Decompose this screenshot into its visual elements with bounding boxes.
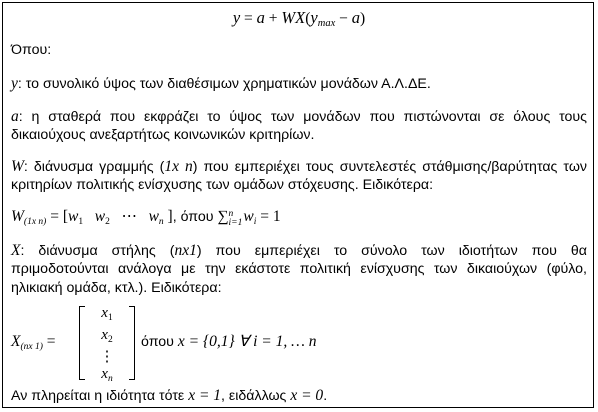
x-vector-left-bracket bbox=[79, 306, 85, 380]
symbol-x: X bbox=[11, 242, 21, 259]
x-entry-1-sub: 1 bbox=[107, 313, 113, 323]
formula-y: y bbox=[232, 8, 241, 27]
x-vector-entry-dots bbox=[86, 349, 128, 366]
w-eq-sub: (1x n) bbox=[23, 217, 47, 227]
x-vector-right-bracket bbox=[129, 306, 135, 380]
formula-box bbox=[2, 2, 594, 408]
x-eq-eq: = bbox=[42, 333, 56, 350]
x-eq-base: X bbox=[11, 333, 21, 350]
w-eq-sum-limits bbox=[229, 210, 243, 228]
symbol-y: y bbox=[11, 75, 18, 92]
symbol-w: W bbox=[11, 158, 24, 175]
definition-w-text1b: ) που εμπεριέχει τους συντελεστές στάθμισης/βαρύτητας των bbox=[192, 159, 587, 175]
w-eq-base: W bbox=[11, 208, 24, 225]
final-eq2: x = 0 bbox=[290, 387, 324, 404]
x-entry-2: x bbox=[101, 327, 108, 343]
formula-a2: a bbox=[351, 8, 360, 27]
definition-y-text: : το συνολικό ύψος των διαθέσιμων χρηματικών μονάδων Α.Λ.ΔΕ. bbox=[17, 76, 431, 92]
formula-ymax-sub: max bbox=[317, 18, 336, 29]
x-eq-lhs bbox=[11, 333, 56, 356]
formula-a: a bbox=[256, 8, 265, 27]
formula-plus: + bbox=[264, 10, 282, 27]
formula-wx: WX bbox=[281, 8, 306, 27]
w-eq-w2: w bbox=[94, 208, 106, 225]
final-text-b: , ειδάλλως bbox=[221, 388, 291, 404]
w-eq-sum: ∑ bbox=[217, 208, 229, 225]
w-eq-close: ] bbox=[163, 208, 173, 225]
definition-a-line1 bbox=[11, 108, 587, 126]
definition-x-text1a: : διάνυσμα στήλης ( bbox=[20, 243, 175, 259]
w-eq-dots: ⋯ bbox=[121, 208, 137, 225]
w-eq-opou: , όπου bbox=[172, 209, 218, 225]
x-entry-dots: ⋮ bbox=[99, 349, 115, 365]
definition-a-line2: δικαιούχους ανεξαρτήτως κοινωνικών κριτηρίων. bbox=[11, 127, 315, 143]
x-eq-cond: x = {0,1} ∀ i = 1, … n bbox=[177, 333, 317, 350]
x-vector-entry-1 bbox=[86, 305, 128, 327]
w-eq-wi-sub: i bbox=[253, 217, 257, 227]
final-eq1: x = 1 bbox=[188, 387, 222, 404]
w-eq-wn-sub: n bbox=[158, 217, 164, 227]
definition-w-text1a: : διάνυσμα γραμμής ( bbox=[23, 159, 165, 175]
w-eq-w2-sub: 2 bbox=[105, 217, 110, 227]
w-eq-sum-top: n bbox=[228, 209, 234, 219]
where-heading: Όπου: bbox=[11, 42, 52, 58]
definition-x-dim: nx1 bbox=[174, 242, 197, 259]
w-eq-wi: w bbox=[243, 208, 254, 225]
definition-y bbox=[11, 75, 431, 93]
definition-x-line3: ηλικιακή ομάδα, κτλ.). Ειδικότερα: bbox=[11, 280, 222, 296]
w-eq-w1-sub: 1 bbox=[78, 217, 84, 227]
w-eq-wn: w bbox=[148, 208, 159, 225]
formula-open: ( bbox=[305, 10, 311, 27]
x-eq-sub: (nx 1) bbox=[20, 342, 43, 352]
x-entry-2-sub: 2 bbox=[107, 335, 113, 345]
x-entry-n: x bbox=[101, 366, 108, 382]
w-eq-eq: = [ bbox=[46, 208, 68, 225]
w-eq-sum-bot: i=1 bbox=[228, 218, 243, 228]
x-vector-entry-n bbox=[86, 366, 128, 388]
final-statement bbox=[11, 387, 327, 405]
x-entry-1: x bbox=[101, 305, 108, 321]
x-vector-entries bbox=[86, 305, 128, 388]
formula-ymax: y bbox=[310, 8, 318, 27]
symbol-a: a bbox=[11, 108, 19, 125]
definition-x-line1 bbox=[11, 242, 587, 260]
formula-minus: − bbox=[335, 10, 352, 27]
final-text-a: Αν πληρείται η ιδιότητα τότε bbox=[11, 388, 189, 404]
w-eq-rhs: = 1 bbox=[256, 208, 281, 225]
x-eq-opou: όπου bbox=[141, 334, 178, 350]
definition-x-text1b: ) που εμπεριέχει το σύνολο των ιδιοτήτων που θα bbox=[196, 243, 587, 259]
final-end: . bbox=[323, 388, 328, 404]
definition-w-line1 bbox=[11, 158, 587, 176]
definition-a-text1: : η σταθερά που εκφράζει το ύψος των μονάδων που πιστώνονται σε όλους τους bbox=[18, 109, 587, 125]
definition-w-dim: 1x n bbox=[164, 158, 193, 175]
x-vector-entry-2 bbox=[86, 327, 128, 349]
formula-eq: = bbox=[240, 10, 257, 27]
w-equation bbox=[11, 208, 281, 231]
main-formula bbox=[3, 8, 595, 29]
definition-x-line2: πριμοδοτούνται ανάλογα με την εκάστοτε πολιτική ενίσχυσης των δικαιούχων (φύλο, bbox=[11, 261, 587, 277]
x-eq-condition bbox=[141, 333, 317, 351]
w-eq-w1: w bbox=[68, 208, 79, 225]
definition-w-line2: κριτηρίων πολιτικής ενίσχυσης των ομάδων στόχευσης. Ειδικότερα: bbox=[11, 177, 434, 193]
x-entry-n-sub: n bbox=[107, 374, 113, 384]
formula-close: ) bbox=[359, 10, 366, 27]
